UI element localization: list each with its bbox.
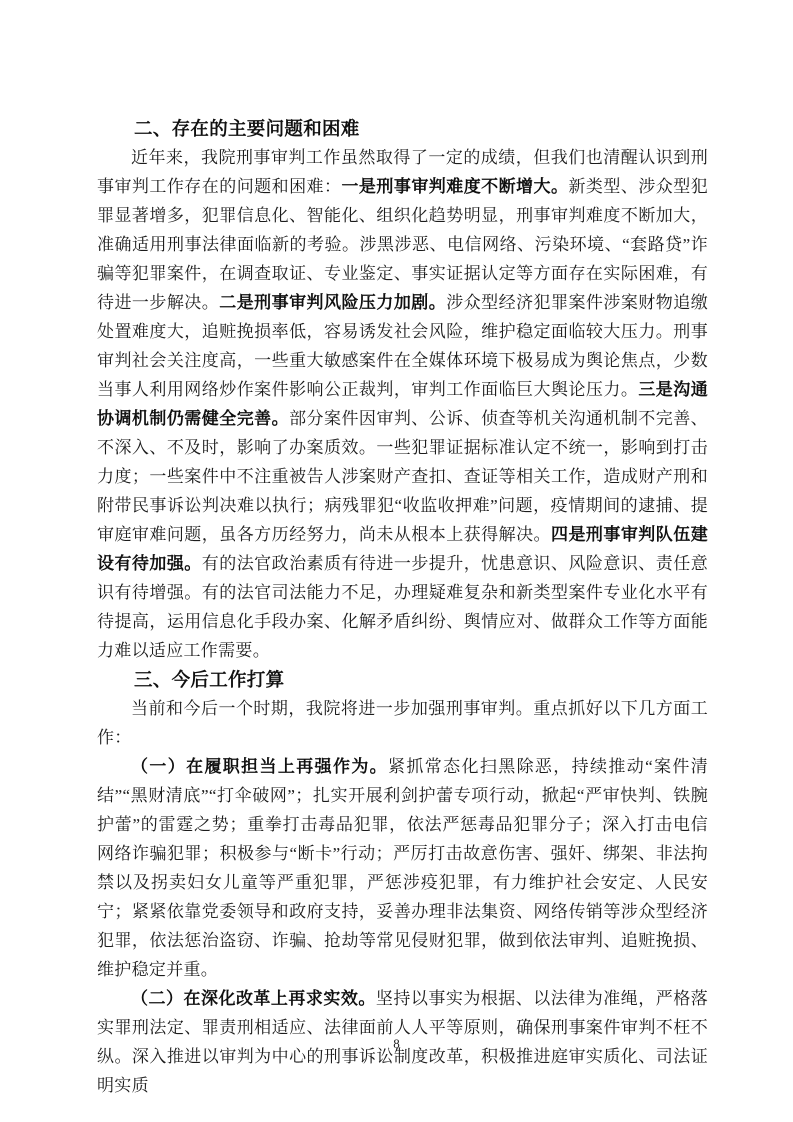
text-run: 新类型、涉众型犯罪显著增多，犯罪信息化、智能化、组织化趋势明显，刑事审判难度不断加大，准确适用刑事法律面临新的考验。涉黑涉恶、电信网络、污染环境、“套路贷”诈骗等犯罪案件，在调查取证、专业鉴定、事实证据认定等方面存在实际困难，有待进一步解决。	[97, 177, 708, 312]
bold-text-run: 二是刑事审判风险压力加剧。	[219, 293, 447, 312]
document-body	[97, 114, 708, 1100]
text-run: 涉众型经济犯罪案件涉案财物追缴处置难度大，追赃挽损率低，容易诱发社会风险，维护稳定面临较大压力。刑事审判社会关注度高，一些重大敏感案件在全媒体环境下极易成为舆论焦点，少数当事人利用网络炒作案件影响公正裁判，审判工作面临巨大舆论压力。	[97, 293, 708, 399]
text-run: 坚持以事实为根据、以法律为准绳，严格落实罪刑法定、罪责刑相适应、法律面前人人平等原则，确保刑事案件审判不枉不纵。深入推进以审判为中心的刑事诉讼制度改革，积极推进庭审实质化、司法证明实质	[97, 989, 709, 1095]
bold-text-run: 一是刑事审判难度不断增大。	[341, 177, 569, 196]
text-run: 近年来，我院刑事审判工作虽然取得了一定的成绩，但我们也清醒认识到刑事审判工作存在的问题和困难：	[97, 148, 708, 196]
text-run: 部分案件因审判、公诉、侦查等机关沟通机制不完善、不深入、不及时，影响了办案质效。一些犯罪证据标准认定不统一，影响到打击力度；一些案件中不注重被告人涉案财产查扣、查证等相关工作，造成财产刑和附带民事诉讼判决难以执行；病残罪犯“收监收押难”问题，疫情期间的逮捕、提审庭审难问题，虽各方历经努力，尚未从根本上获得解决。	[97, 409, 708, 544]
section-heading	[97, 114, 708, 143]
bold-text-run: 三、今后工作打算	[134, 669, 285, 690]
paragraph	[97, 752, 708, 984]
text-run: 紧抓常态化扫黑除恶，持续推动“案件清结”“黑财清底”“打伞破网”；扎实开展利剑护蕾专项行动，掀起“严审快判、铁腕护蕾”的雷霆之势；重拳打击毒品犯罪，依法严惩毒品犯罪分子；深入打击电信网络诈骗犯罪；积极参与“断卡”行动；严厉打击故意伤害、强奸、绑架、非法拘禁以及拐卖妇女儿童等严重犯罪，严惩涉疫犯罪，有力维护社会安定、人民安宁；紧紧依靠党委领导和政府支持，妥善办理非法集资、网络传销等涉众型经济犯罪，依法惩治盗窃、诈骗、抢劫等常见侵财犯罪，做到依法审判、追赃挽损、维护稳定并重。	[97, 757, 709, 979]
paragraph	[97, 694, 708, 752]
page-number: 8	[393, 1036, 400, 1051]
bold-text-run: 三是沟通协调机制仍需健全完善。	[97, 380, 708, 428]
paragraph	[97, 143, 708, 665]
bold-text-run: （一）在履职担当上再强作为。	[131, 757, 389, 776]
text-run: 有的法官政治素质有待进一步提升，忧患意识、风险意识、责任意识有待增强。有的法官司法能力不足，办理疑难复杂和新类型案件专业化水平有待提高，运用信息化手段办案、化解矛盾纠纷、舆情应对、做群众工作等方面能力难以适应工作需要。	[97, 554, 708, 660]
bold-text-run: 二、存在的主要问题和困难	[134, 118, 360, 139]
section-heading	[97, 665, 708, 694]
text-run: 当前和今后一个时期，我院将进一步加强刑事审判。重点抓好以下几方面工作：	[97, 699, 708, 747]
bold-text-run: （二）在深化改革上再求实效。	[131, 989, 376, 1008]
bold-text-run: 四是刑事审判队伍建设有待加强。	[97, 525, 708, 573]
